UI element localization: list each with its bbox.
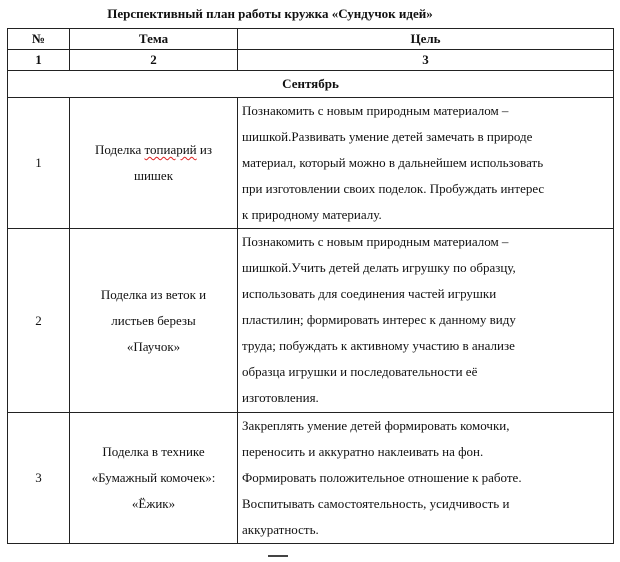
cropped-next-row: [0, 555, 620, 562]
row-goal: [238, 229, 614, 413]
goal-line: при изготовлении своих поделок. Пробуждать интерес: [242, 181, 545, 196]
column-number-row: [8, 50, 614, 71]
table-row: [8, 229, 614, 413]
column-number: 1: [8, 50, 70, 71]
table-row: [8, 413, 614, 544]
row-goal: [238, 413, 614, 544]
plan-table: [7, 28, 614, 544]
column-number: 3: [238, 50, 614, 71]
goal-line: труда; побуждать к активному участию в анализе: [242, 338, 515, 353]
row-number: 3: [8, 413, 70, 544]
topic-text: Поделка: [95, 142, 145, 157]
topic-line: «Ёжик»: [131, 496, 176, 511]
goal-line: образца игрушки и последовательности её: [242, 364, 478, 379]
row-topic: [70, 229, 238, 413]
row-number: 1: [8, 98, 70, 229]
header-topic: Тема: [70, 29, 238, 50]
spellcheck-word: топиарий: [144, 142, 197, 157]
row-number: 2: [8, 229, 70, 413]
header-goal: Цель: [238, 29, 614, 50]
goal-line: использовать для соединения частей игрушки: [242, 286, 497, 301]
goal-line: к природному материалу.: [242, 207, 382, 222]
goal-line: Познакомить с новым природным материалом –: [242, 234, 509, 249]
document-title: Перспективный план работы кружка «Сундучок идей»: [107, 6, 433, 21]
goal-line: Формировать положительное отношение к работе.: [242, 470, 522, 485]
column-number: 2: [70, 50, 238, 71]
topic-line: «Бумажный комочек»:: [91, 470, 216, 485]
row-goal: [238, 98, 614, 229]
goal-line: Закреплять умение детей формировать комочки,: [242, 418, 510, 433]
header-num: №: [8, 29, 70, 50]
table-row: [8, 98, 614, 229]
row-topic: [70, 98, 238, 229]
goal-line: Познакомить с новым природным материалом –: [242, 103, 509, 118]
topic-line: листьев березы: [111, 312, 196, 328]
topic-line: «Паучок»: [126, 338, 181, 354]
month-row: [8, 71, 614, 98]
goal-line: шишкой.Учить детей делать игрушку по образцу,: [242, 260, 516, 275]
goal-line: материал, который можно в дальнейшем использовать: [242, 155, 544, 170]
goal-line: изготовления.: [242, 390, 319, 405]
goal-line: Воспитывать самостоятельность, усидчивость и: [242, 496, 510, 511]
goal-line: шишкой.Развивать умение детей замечать в природе: [242, 129, 533, 144]
topic-line: Поделка из веток и: [100, 286, 207, 302]
row-topic: [70, 413, 238, 544]
goal-line: аккуратность.: [242, 522, 319, 537]
header-row: [8, 29, 614, 50]
goal-line: пластилин; формировать интерес к данному виду: [242, 312, 516, 327]
topic-text: из шишек: [133, 142, 212, 183]
goal-line: переносить и аккуратно наклеивать на фон.: [242, 444, 484, 459]
topic-line: Поделка в технике: [102, 444, 205, 459]
month-label: Сентябрь: [8, 71, 614, 98]
